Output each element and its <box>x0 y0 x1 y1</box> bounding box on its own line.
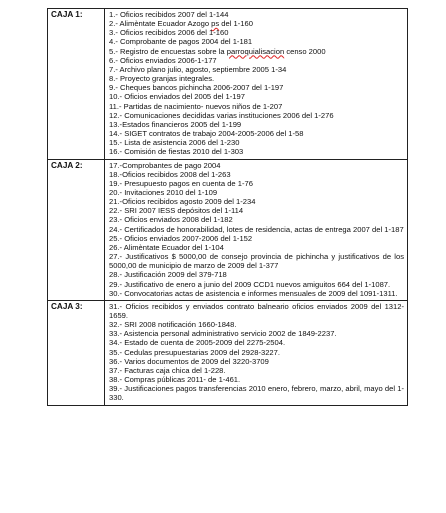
box-items <box>105 9 408 160</box>
list-item: 32.- SRI 2008 notificación 1660-1848. <box>109 320 237 330</box>
list-item: 19.- Presupuesto pagos en cuenta de 1-76 <box>109 178 253 188</box>
list-item: 1.- Oficios recibidos 2007 del 1-144 <box>109 10 229 19</box>
box-row <box>48 159 408 300</box>
inventory-table <box>47 8 408 406</box>
list-item: 5.- Registro de encuestas sobre la parroquialisacion censo 2000 <box>109 46 326 56</box>
list-item: 6.- Oficios enviados 2006-1-177 <box>109 55 217 65</box>
list-item: 23.- Oficios enviados 2008 del 1-182 <box>109 215 233 225</box>
list-item: 35.- Cedulas presupuestarias 2009 del 2928-3227. <box>109 347 280 357</box>
box-row <box>48 300 408 405</box>
list-item: 27.- Justificativos $ 5000,00 de consejo provincia de pichincha y justificativos de los 5000,00 de municipio de marzo de 2009 del 1-377 <box>109 252 404 271</box>
box-label: CAJA 2: <box>48 159 105 300</box>
box-items <box>105 159 408 300</box>
list-item: 7.- Archivo plano julio, agosto, septiembre 2005 1-34 <box>109 64 287 74</box>
list-item: 22.- SRI 2007 IESS depósitos del 1-114 <box>109 206 244 216</box>
list-item: 20.- Invitaciones 2010 del 1-109 <box>109 187 218 197</box>
box-row <box>48 9 408 160</box>
spellcheck-mark: ps <box>211 19 220 29</box>
list-item: 17.-Comprobantes de pago 2004 <box>109 160 221 170</box>
list-item: 18.-Oficios recibidos 2008 del 1-263 <box>109 169 231 179</box>
list-item: 4.- Comprobante de pagos 2004 del 1-181 <box>109 37 253 47</box>
list-item: 13.-Estados financieros 2005 del 1-199 <box>109 119 242 129</box>
box-items <box>105 300 408 405</box>
list-item: 21.-Oficios recibidos agosto 2009 del 1-234 <box>109 197 256 207</box>
list-item: 29.- Justificativo de enero a junio del 2009 CCD1 nuevos amiguitos 664 del 1-1087. <box>109 279 391 289</box>
list-item: 34.- Estado de cuenta de 2005-2009 del 2275-2504. <box>109 338 286 348</box>
list-item: 11.- Partidas de nacimiento- nuevos niños de 1-207 <box>109 101 283 111</box>
list-item: 8.- Proyecto granjas integrales. <box>109 74 215 84</box>
list-item: 25.- Oficios enviados 2007-2006 del 1-152 <box>109 233 253 243</box>
list-item: 33.- Asistencia personal administrativo servicio 2002 de 1849-2237. <box>109 329 337 339</box>
spellcheck-mark: parroquialisacion <box>226 46 285 56</box>
list-item: 9.- Cheques bancos pichincha 2006-2007 del 1-197 <box>109 83 284 93</box>
list-item: 2.- Alimèntate Ecuador Azogo ps del 1-160 <box>109 19 253 29</box>
list-item: 26.- Alimèntate Ecuador del 1-104 <box>109 242 224 252</box>
inventory-sheet <box>47 8 408 406</box>
list-item: 24.- Certificados de honorabilidad, lotes de residencia, actas de entrega 2007 del 1-187 <box>109 224 404 234</box>
box-label: CAJA 3: <box>48 300 105 405</box>
list-item: 31.- Oficios recibidos y enviados contrato balneario oficios enviados 2009 del 1312-1659. <box>109 301 404 320</box>
list-item: 30.- Convocatorias actas de asistencia e informes mensuales de 2009 del 1091-1311. <box>109 288 398 298</box>
list-item: 14.- SIGET contratos de trabajo 2004-2005-2006 del 1-58 <box>109 129 304 139</box>
list-item: 37.- Facturas caja chica del 1-228. <box>109 365 226 375</box>
list-item: 36.- Varios documentos de 2009 del 3220-3709 <box>109 356 269 366</box>
list-item: 38.- Compras públicas 2011- de 1-461. <box>109 375 241 385</box>
list-item: 3.- Oficios recibidos 2006 del 1-160 <box>109 28 229 38</box>
list-item: 28.- Justificación 2009 del 379-718 <box>109 270 227 280</box>
list-item: 15.- Lista de asistencia 2006 del 1-230 <box>109 138 240 148</box>
list-item: 16.- Comisión de fiestas 2010 del 1-303 <box>109 147 244 157</box>
list-item: 12.- Comunicaciones decididas varias instituciones 2006 del 1-276 <box>109 110 334 120</box>
list-item: 10.- Oficios enviados del 2005 del 1-197 <box>109 92 245 102</box>
list-item: 39.- Justificaciones pagos transferencias 2010 enero, febrero, marzo, abril, mayo del 1-330. <box>109 384 404 403</box>
box-label: CAJA 1: <box>48 9 105 160</box>
